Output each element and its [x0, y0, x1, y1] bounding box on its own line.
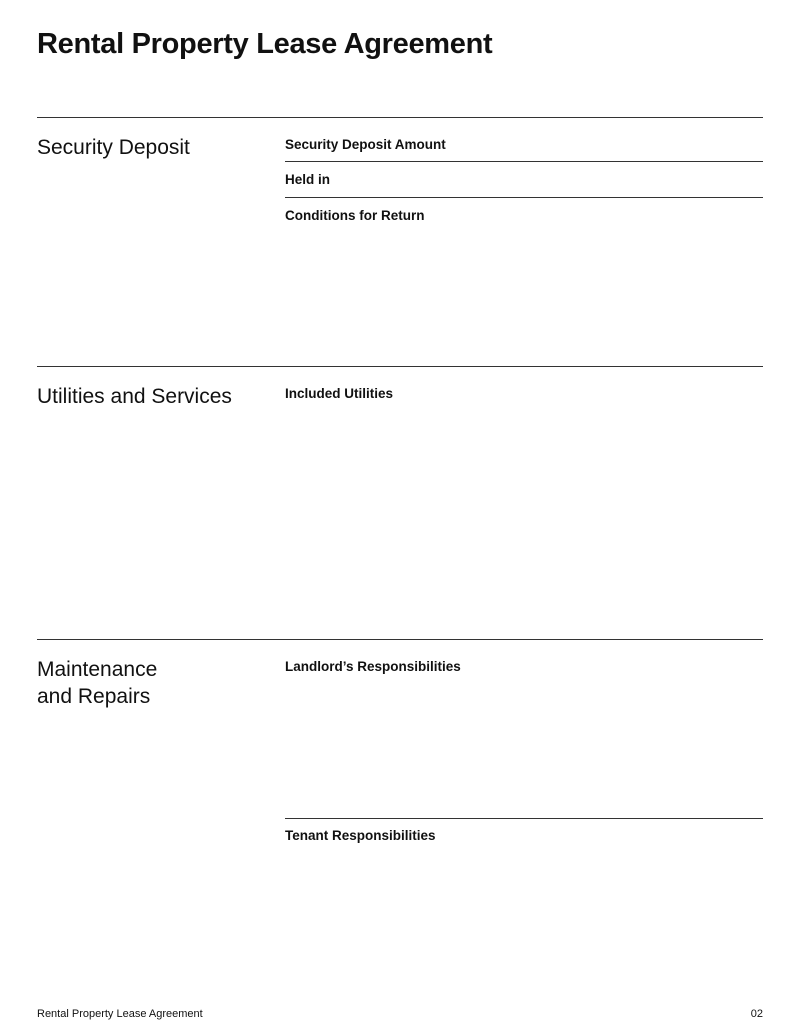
section-title-security-deposit: Security Deposit: [37, 136, 190, 159]
section-divider: [37, 117, 763, 118]
field-security-deposit-amount[interactable]: Security Deposit Amount: [285, 137, 446, 152]
footer-page-number: 02: [750, 1008, 763, 1020]
field-conditions-for-return[interactable]: Conditions for Return: [285, 208, 425, 223]
field-divider: [285, 197, 763, 198]
section-title-line: Maintenance: [37, 658, 158, 681]
section-title-utilities: Utilities and Services: [37, 385, 232, 408]
section-divider: [37, 366, 763, 367]
field-tenant-responsibilities[interactable]: Tenant Responsibilities: [285, 828, 436, 843]
field-divider: [285, 161, 763, 162]
field-divider: [285, 818, 763, 819]
footer-document-name: Rental Property Lease Agreement: [37, 1008, 203, 1020]
page-title: Rental Property Lease Agreement: [37, 28, 493, 60]
field-included-utilities[interactable]: Included Utilities: [285, 386, 394, 401]
section-divider: [37, 639, 763, 640]
field-landlord-responsibilities[interactable]: Landlord’s Responsibilities: [285, 659, 461, 674]
field-held-in[interactable]: Held in: [285, 172, 331, 187]
section-title-line: and Repairs: [37, 685, 151, 708]
section-title-maintenance: [37, 656, 267, 710]
